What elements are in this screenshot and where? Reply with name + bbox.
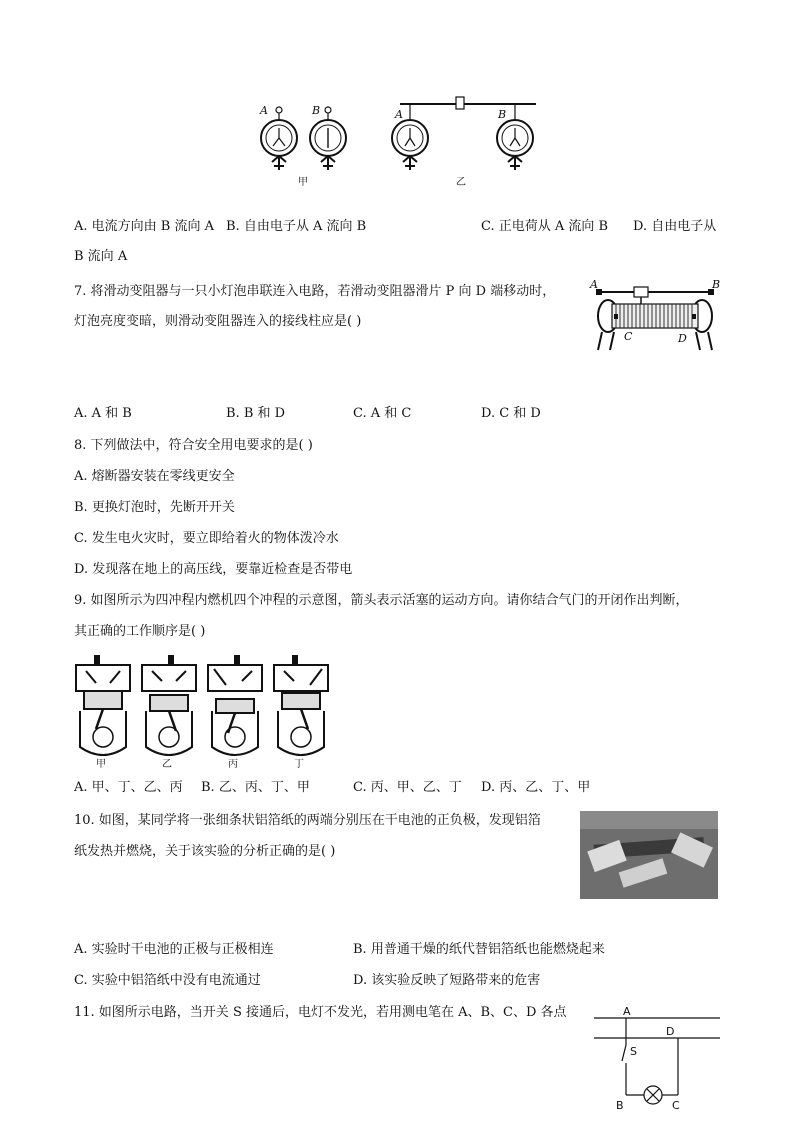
q7-stem-line1: 7. 将滑动变阻器与一只小灯泡串联连入电路，若滑动变阻器滑片 P 向 D 端移动时，	[74, 284, 556, 299]
q10-option-c[interactable]: C. 实验中铝箔纸中没有电流通过	[74, 973, 261, 988]
label-jia: 甲	[298, 177, 308, 188]
circuit-label-s: S	[630, 1045, 637, 1058]
rheostat-figure	[588, 278, 723, 354]
engine-stroke-ding	[274, 655, 328, 770]
rheostat-label-d: D	[678, 332, 687, 345]
q10-option-a[interactable]: A. 实验时干电池的正极与正极相连	[74, 942, 274, 957]
label-right-b: B	[498, 108, 507, 121]
q8-option-d[interactable]: D. 发现落在地上的高压线，要靠近检查是否带电	[74, 562, 353, 577]
electroscope-yi-pair	[392, 97, 536, 170]
engine-stroke-bing	[208, 655, 262, 770]
q7-option-b[interactable]: B. B 和 D	[226, 406, 286, 421]
q7-stem-line2: 灯泡亮度变暗，则滑动变阻器连入的接线柱应是( )	[74, 314, 362, 329]
q9-option-a[interactable]: A. 甲、丁、乙、丙	[74, 780, 183, 795]
label-yi: 乙	[456, 177, 466, 188]
q10-stem-line1: 10. 如图，某同学将一张细条状铝箔纸的两端分别压在干电池的正负极，发现铝箔	[74, 813, 541, 828]
engine-strokes-figure	[70, 655, 340, 770]
engine-label-yi: 乙	[162, 759, 172, 770]
engine-stroke-jia	[76, 655, 130, 770]
label-left-a: A	[260, 104, 268, 117]
q6-option-b[interactable]: B. 自由电子从 A 流向 B	[226, 219, 367, 234]
q6-option-c[interactable]: C. 正电荷从 A 流向 B	[481, 219, 609, 234]
q8-option-b[interactable]: B. 更换灯泡时，先断开开关	[74, 500, 235, 515]
q9-option-d[interactable]: D. 丙、乙、丁、甲	[481, 780, 591, 795]
q6-option-d-cont: B 流向 A	[74, 249, 128, 264]
engine-label-ding: 丁	[294, 759, 304, 770]
engine-label-bing: 丙	[228, 759, 238, 770]
rheostat-label-a: A	[590, 278, 598, 291]
electroscope-figure	[250, 92, 550, 188]
q10-option-b[interactable]: B. 用普通干燥的纸代替铝箔纸也能燃烧起来	[353, 942, 605, 957]
q7-option-c[interactable]: C. A 和 C	[353, 406, 412, 421]
q8-option-a[interactable]: A. 熔断器安装在零线更安全	[74, 469, 235, 484]
rheostat-label-c: C	[624, 330, 633, 343]
circuit-label-b: B	[616, 1099, 624, 1112]
circuit-figure	[590, 1003, 724, 1113]
rheostat-label-b: B	[712, 278, 721, 291]
label-left-b: B	[312, 104, 321, 117]
q9-stem-line1: 9. 如图所示为四冲程内燃机四个冲程的示意图，箭头表示活塞的运动方向。请你结合气门的开闭作出判断，	[74, 593, 689, 608]
engine-stroke-yi	[142, 655, 196, 770]
q6-option-d[interactable]: D. 自由电子从	[633, 219, 717, 234]
circuit-label-a: A	[623, 1005, 631, 1018]
q7-option-a[interactable]: A. A 和 B	[74, 406, 132, 421]
foil-battery-photo	[580, 811, 718, 899]
q11-stem-line1: 11. 如图所示电路，当开关 S 接通后，电灯不发光，若用测电笔在 A、B、C、D 各点	[74, 1005, 567, 1020]
q7-option-d[interactable]: D. C 和 D	[481, 406, 541, 421]
q6-option-a[interactable]: A. 电流方向由 B 流向 A	[74, 219, 214, 234]
q9-option-b[interactable]: B. 乙、丙、丁、甲	[201, 780, 310, 795]
q8-stem: 8. 下列做法中，符合安全用电要求的是( )	[74, 438, 313, 453]
label-right-a: A	[395, 108, 403, 121]
q9-stem-line2: 其正确的工作顺序是( )	[74, 624, 206, 639]
q10-stem-line2: 纸发热并燃烧，关于该实验的分析正确的是( )	[74, 844, 336, 859]
q10-option-d[interactable]: D. 该实验反映了短路带来的危害	[353, 973, 541, 988]
circuit-label-c: C	[672, 1099, 680, 1112]
q8-option-c[interactable]: C. 发生电火灾时，要立即给着火的物体泼冷水	[74, 531, 339, 546]
circuit-label-d: D	[666, 1025, 675, 1038]
engine-label-jia: 甲	[96, 759, 106, 770]
q9-option-c[interactable]: C. 丙、甲、乙、丁	[353, 780, 462, 795]
